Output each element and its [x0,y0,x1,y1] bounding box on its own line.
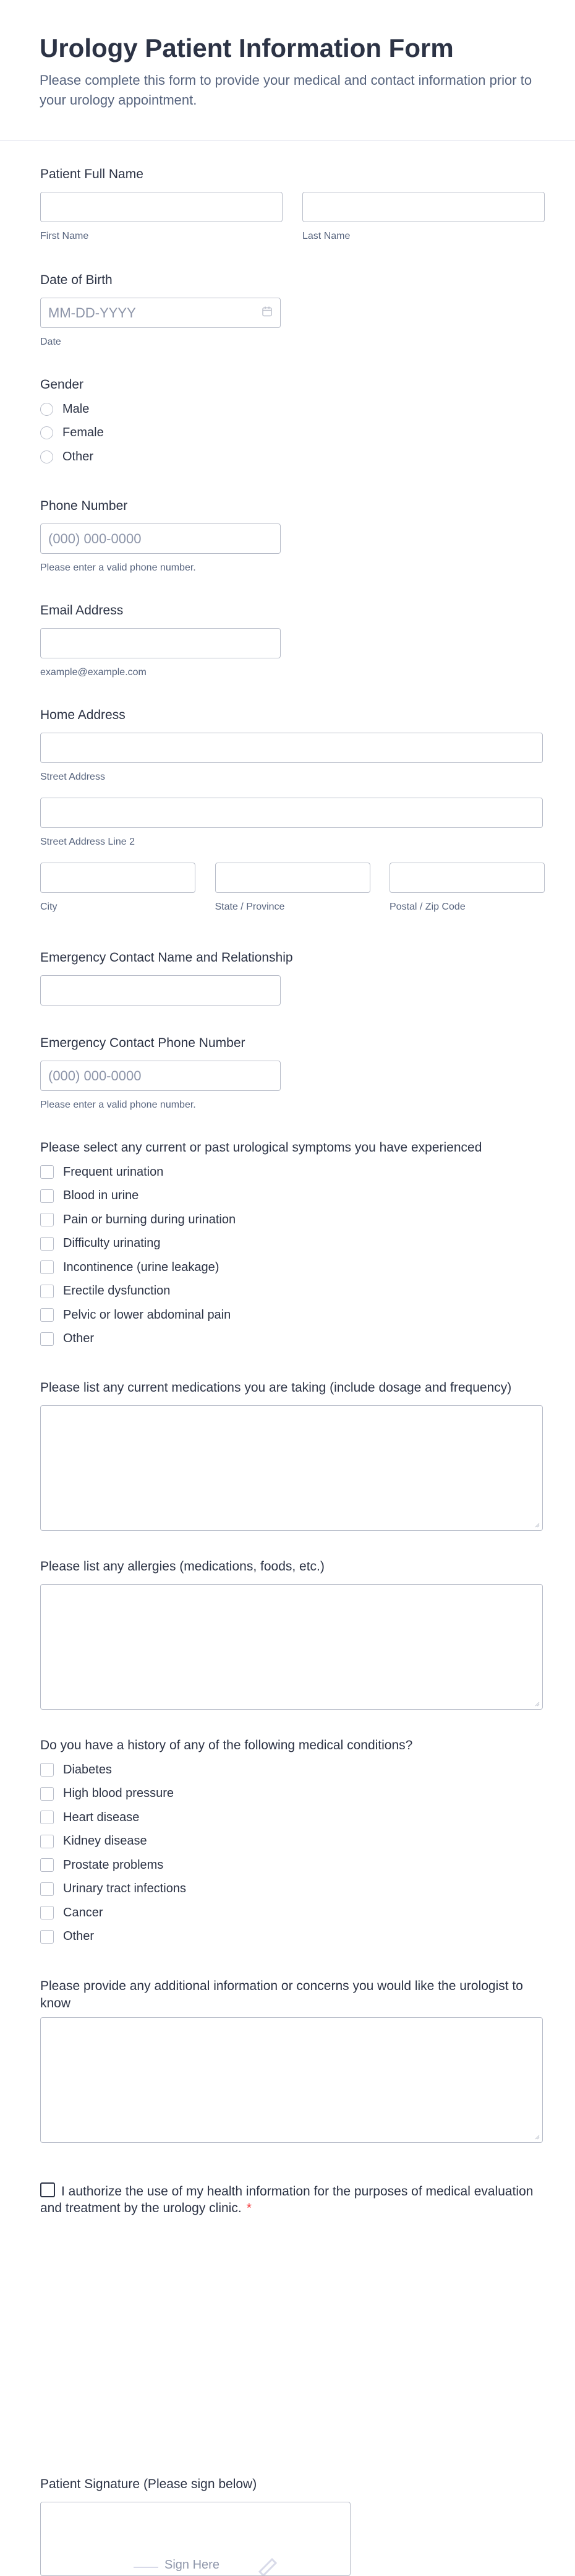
email-input[interactable] [40,628,281,658]
additional-label: Please provide any additional information or concerns you would like the urologist to know [40,1979,523,2010]
dob-input[interactable] [40,298,281,328]
phone-sublabel: Please enter a valid phone number. [40,562,196,573]
history-options [40,1758,545,1949]
dob-label: Date of Birth [40,273,113,287]
first-name-input[interactable] [40,192,283,222]
additional-textarea[interactable] [40,2017,543,2143]
checkbox[interactable] [40,1189,54,1203]
symptom-option[interactable]: Erectile dysfunction [40,1280,545,1304]
emergency-name-question [40,949,545,1006]
checkbox[interactable] [40,1930,54,1944]
gender-option-male[interactable]: Male [40,397,545,421]
gender-label: Gender [40,377,84,392]
checkbox[interactable] [40,1260,54,1274]
history-option[interactable]: Kidney disease [40,1830,545,1854]
symptom-option[interactable]: Pelvic or lower abdominal pain [40,1303,545,1327]
history-option[interactable]: Diabetes [40,1758,545,1782]
gender-option-other[interactable]: Other [40,445,545,469]
symptoms-options [40,1160,545,1351]
zip-sublabel: Postal / Zip Code [390,902,466,912]
medications-question [40,1379,545,1531]
emergency-name-input[interactable] [40,975,281,1006]
calendar-icon[interactable] [262,306,272,317]
medications-textarea[interactable] [40,1405,543,1531]
symptom-option[interactable]: Pain or burning during urination [40,1208,545,1232]
resize-grip-icon[interactable] [535,1523,540,1528]
checkbox[interactable] [40,1308,54,1322]
signature-pad[interactable] [40,2502,351,2576]
symptom-option[interactable]: Blood in urine [40,1184,545,1208]
city-sublabel: City [40,902,58,912]
history-option[interactable]: Urinary tract infections [40,1877,545,1902]
full-name-label: Patient Full Name [40,167,143,181]
symptom-option[interactable]: Other [40,1327,545,1351]
email-question [40,602,545,678]
address-question [40,707,545,913]
checkbox[interactable] [40,1285,54,1298]
symptom-option[interactable]: Frequent urination [40,1160,545,1184]
required-asterisk: * [246,2201,252,2215]
radio-button[interactable] [40,403,53,416]
checkbox[interactable] [40,1811,54,1824]
checkbox[interactable] [40,1858,54,1872]
last-name-sublabel: Last Name [302,231,351,241]
state-input[interactable] [215,863,370,893]
city-input[interactable] [40,863,195,893]
emergency-phone-input[interactable] [40,1061,281,1091]
checkbox[interactable] [40,1213,54,1226]
street-address-line2-input[interactable] [40,798,543,828]
history-question [40,1737,545,1949]
checkbox[interactable] [40,1332,54,1346]
history-option[interactable]: Heart disease [40,1806,545,1830]
email-label: Email Address [40,603,124,618]
email-sublabel: example@example.com [40,667,147,678]
dob-question [40,272,545,348]
medications-label: Please list any current medications you are taking (include dosage and frequency) [40,1381,512,1395]
gender-question [40,376,545,469]
additional-question [40,1978,545,2143]
street-address-sublabel: Street Address [40,772,105,782]
consent-text: I authorize the use of my health information for the purposes of medical evaluation and treatment by the urology clinic. [40,2184,534,2215]
checkbox[interactable] [40,1882,54,1896]
form-description: Please complete this form to provide your medical and contact information prior to your urology appointment. [40,72,532,108]
checkbox[interactable] [40,1237,54,1251]
allergies-label: Please list any allergies (medications, foods, etc.) [40,1559,325,1574]
radio-button[interactable] [40,450,53,463]
resize-grip-icon[interactable] [535,1702,540,1707]
street-address-line2-sublabel: Street Address Line 2 [40,837,135,847]
allergies-textarea[interactable] [40,1584,543,1710]
full-name-question [40,166,545,242]
checkbox[interactable] [40,1787,54,1801]
first-name-sublabel: First Name [40,231,89,241]
allergies-question [40,1558,545,1710]
emergency-phone-question [40,1035,545,1111]
emergency-phone-label: Emergency Contact Phone Number [40,1036,245,1050]
emergency-name-label: Emergency Contact Name and Relationship [40,950,293,965]
phone-question [40,498,545,574]
signature-line [134,2567,158,2568]
sign-here-hint: Sign Here [164,2558,219,2572]
consent-checkbox[interactable] [40,2182,55,2197]
emergency-phone-sublabel: Please enter a valid phone number. [40,1100,196,1110]
signature-question [40,2476,545,2576]
symptom-option[interactable]: Difficulty urinating [40,1232,545,1256]
phone-input[interactable] [40,523,281,554]
checkbox[interactable] [40,1906,54,1919]
address-label: Home Address [40,708,126,722]
consent-question [40,2182,545,2216]
zip-input[interactable] [390,863,545,893]
history-option[interactable]: High blood pressure [40,1782,545,1806]
consent-row[interactable] [40,2182,545,2216]
history-option[interactable]: Prostate problems [40,1853,545,1877]
history-option[interactable]: Other [40,1925,545,1949]
history-label: Do you have a history of any of the following medical conditions? [40,1738,413,1752]
resize-grip-icon[interactable] [535,2135,540,2140]
street-address-input[interactable] [40,733,543,763]
history-option[interactable]: Cancer [40,1901,545,1925]
radio-button[interactable] [40,426,53,439]
checkbox[interactable] [40,1835,54,1848]
symptoms-label: Please select any current or past urological symptoms you have experienced [40,1140,482,1155]
form-header [0,0,575,140]
last-name-input[interactable] [302,192,545,222]
phone-label: Phone Number [40,499,128,513]
signature-label: Patient Signature (Please sign below) [40,2477,257,2491]
gender-options [40,397,545,469]
state-sublabel: State / Province [215,902,285,912]
symptom-option[interactable]: Incontinence (urine leakage) [40,1256,545,1280]
symptoms-question [40,1139,545,1351]
checkbox[interactable] [40,1165,54,1179]
checkbox[interactable] [40,1763,54,1777]
dob-sublabel: Date [40,337,61,347]
gender-option-female[interactable]: Female [40,421,545,446]
form-title: Urology Patient Information Form [40,33,454,62]
